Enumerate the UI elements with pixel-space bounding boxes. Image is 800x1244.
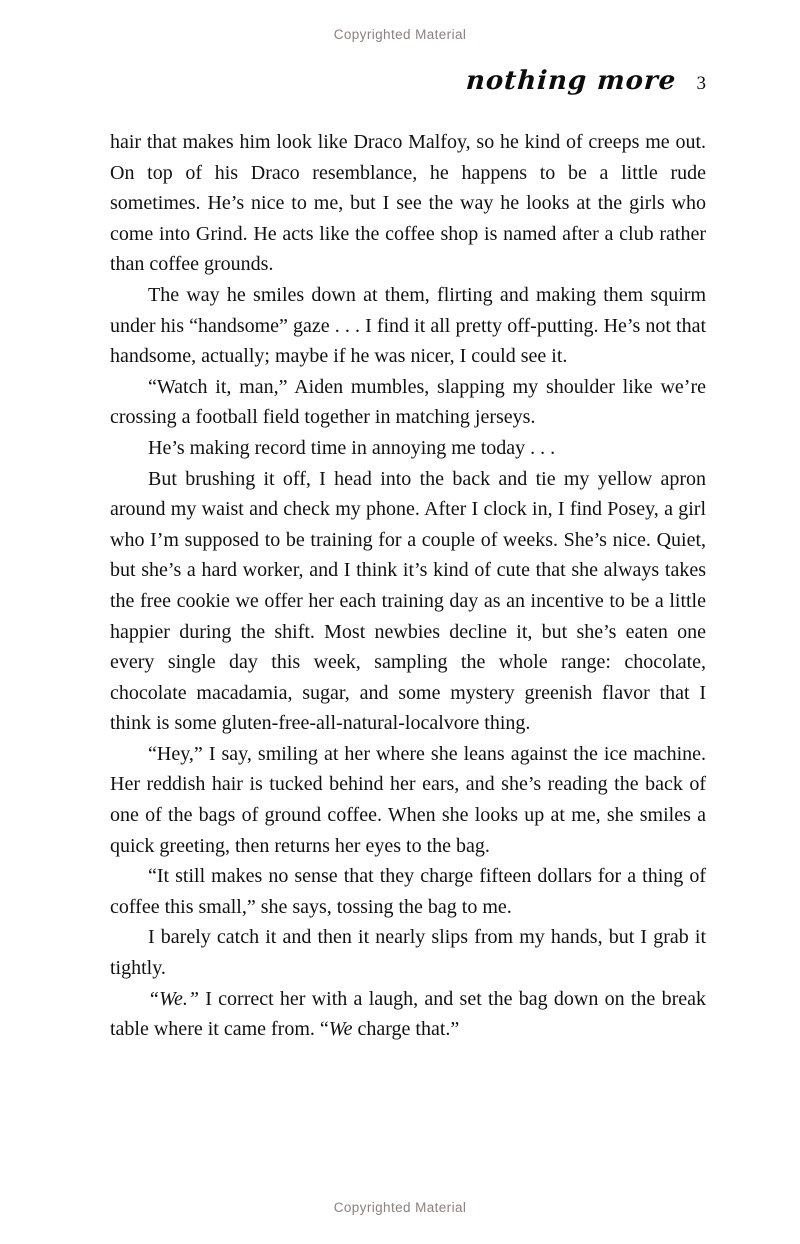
italic-phrase: “We.” <box>148 987 199 1010</box>
page-body <box>110 127 706 1045</box>
paragraph-6: “Hey,” I say, smiling at her where she leans against the ice machine. Her reddish hair is tucked behind her ears, and she’s reading the back of one of the bags of ground coffee. When she looks up at me, she smiles a quick greeting, then returns her eyes to the bag. <box>110 742 706 857</box>
book-title: nothing more <box>465 66 678 96</box>
paragraph-1: hair that makes him look like Draco Malfoy, so he kind of creeps me out. On top of his Draco resemblance, he happens to be a little rude sometimes. He’s nice to me, but I see the way he looks at the girls who come into Grind. He acts like the coffee shop is named after a club rather than coffee grounds. <box>110 131 706 276</box>
paragraph-2: The way he smiles down at them, flirting and making them squirm under his “handsome” gaze . . . I find it all pretty off-putting. He’s not that handsome, actually; maybe if he was nicer, I could see it. <box>110 283 706 368</box>
paragraph-4: He’s making record time in annoying me today . . . <box>148 436 556 459</box>
page-number: 3 <box>696 73 706 94</box>
paragraph-7: “It still makes no sense that they charge fifteen dollars for a thing of coffee this small,” she says, tossing the bag to me. <box>110 865 706 918</box>
paragraph-5: But brushing it off, I head into the back and tie my yellow apron around my waist and check my phone. After I clock in, I find Posey, a girl who I’m supposed to be training for a couple of weeks. She’s nice. Quiet, but she’s a hard worker, and I think it’s kind of cute that she always takes the free cookie we offer her each training day as an incentive to be a little happier during the shift. Most newbies decline it, but she’s eaten one every single day this week, sampling the whole range: chocolate, chocolate macadamia, sugar, and some mystery greenish flavor that I think is some gluten-free-all-natural-localvore thing. <box>110 467 706 735</box>
paragraph-9-end: charge that.” <box>352 1018 460 1041</box>
paragraph-9-text: I correct her with a laugh, and set the bag down on the break table where it came from. “ <box>110 987 706 1041</box>
running-header <box>110 66 706 96</box>
copyright-notice-bottom: Copyrighted Material <box>333 1200 467 1215</box>
paragraph-8: I barely catch it and then it nearly slips from my hands, but I grab it tightly. <box>110 926 706 980</box>
paragraph-3: “Watch it, man,” Aiden mumbles, slapping my shoulder like we’re crossing a football field together in matching jerseys. <box>110 375 706 429</box>
copyright-notice-top: Copyrighted Material <box>333 27 467 42</box>
paragraph-9 <box>110 984 706 1045</box>
italic-word: We <box>328 1018 353 1041</box>
